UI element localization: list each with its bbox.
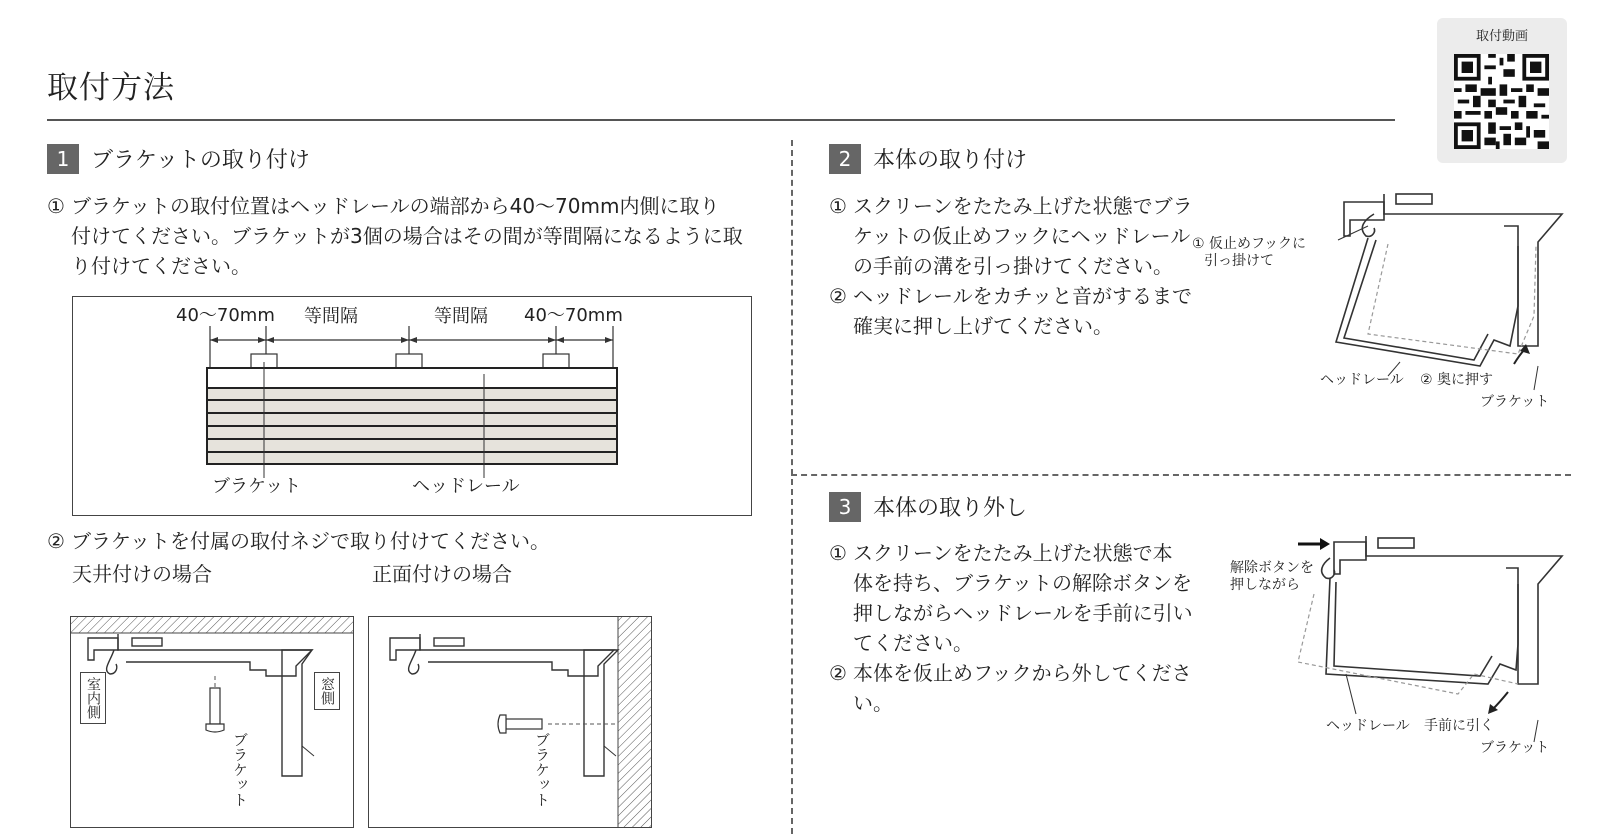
step-line: い。 — [853, 691, 893, 715]
step-line: 確実に押し上げてください。 — [853, 314, 1113, 338]
front-caption: 正面付けの場合 — [372, 562, 512, 586]
front-mount-diagram — [368, 616, 652, 828]
title-divider — [47, 119, 1395, 121]
section2-heading: 本体の取り付け — [873, 148, 1028, 173]
step-line: 付けてください。ブラケットが3個の場合はその間が等間隔になるように取 — [71, 224, 743, 248]
qr-code-icon[interactable] — [1454, 54, 1549, 149]
label-bracket-ceiling: ブラケット — [231, 732, 249, 807]
label-bracket-front: ブラケット — [533, 732, 551, 807]
dim-label-left: 40〜70mm — [176, 305, 275, 326]
section3-steps — [829, 538, 1219, 718]
section1-step2 — [47, 526, 550, 556]
label-bracket: ブラケット — [212, 476, 302, 497]
section3-number: 3 — [829, 492, 861, 522]
step-line: てください。 — [853, 631, 973, 655]
step-line: 体を持ち、ブラケットの解除ボタンを — [853, 571, 1192, 595]
label-indoor-side: 室内側 — [80, 672, 106, 724]
step-line: ヘッドレールをカチッと音がするまで — [853, 284, 1192, 308]
callout-hook-line1: ① 仮止めフックに — [1192, 236, 1307, 252]
section1-heading: ブラケットの取り付け — [91, 148, 310, 173]
step-line: スクリーンをたたみ上げた状態でブラ — [853, 194, 1193, 218]
removal-diagram — [1218, 534, 1598, 774]
step-marker: ② — [47, 529, 65, 553]
dim-label-right: 40〜70mm — [524, 305, 623, 326]
attach-diagram — [1192, 186, 1598, 426]
column-divider — [791, 140, 793, 834]
section3-heading: 本体の取り外し — [873, 496, 1028, 521]
ceiling-mount-diagram — [70, 616, 354, 828]
section1-step1 — [47, 191, 767, 281]
front-mount-figure — [368, 616, 652, 828]
step-line: ブラケットの取付位置はヘッドレールの端部から40〜70mm内側に取り — [71, 194, 720, 218]
step-line: の手前の溝を引っ掛けてください。 — [853, 254, 1173, 278]
callout-hook-line2: 引っ掛けて — [1204, 253, 1274, 269]
step-line: スクリーンをたたみ上げた状態で本 — [853, 541, 1173, 565]
section3-header — [829, 491, 1027, 522]
section1-header — [47, 143, 310, 174]
dim-label-mid2: 等間隔 — [434, 306, 488, 327]
section2-header — [829, 143, 1027, 174]
step-line: ブラケットを付属の取付ネジで取り付けてください。 — [71, 529, 550, 553]
section1-number: 1 — [47, 144, 79, 174]
callout-release-line2: 押しながら — [1230, 577, 1300, 593]
label-push: ② 奥に押す — [1420, 372, 1494, 388]
label-window-side: 窓側 — [314, 672, 340, 710]
callout-release-line1: 解除ボタンを — [1230, 560, 1314, 576]
label-headrail-2: ヘッドレール — [1320, 372, 1404, 388]
step-marker: ① — [829, 194, 847, 218]
section2-steps — [829, 191, 1219, 341]
step-marker: ② — [829, 661, 847, 685]
bracket-position-diagram — [72, 296, 752, 516]
section2-number: 2 — [829, 144, 861, 174]
step-line: ケットの仮止めフックにヘッドレール — [853, 224, 1191, 248]
step-marker: ① — [47, 194, 65, 218]
step-line: り付けてください。 — [71, 254, 251, 278]
ceiling-caption: 天井付けの場合 — [72, 562, 212, 586]
label-bracket-2: ブラケット — [1480, 394, 1550, 410]
label-bracket-3: ブラケット — [1480, 740, 1550, 756]
step-line: 本体を仮止めフックから外してくださ — [853, 661, 1192, 685]
label-headrail: ヘッドレール — [412, 476, 520, 497]
step-line: 押しながらヘッドレールを手前に引い — [853, 601, 1193, 625]
qr-label: 取付動画 — [1475, 29, 1528, 44]
step-marker: ② — [829, 284, 847, 308]
page-title: 取付方法 — [47, 70, 175, 106]
dim-label-mid1: 等間隔 — [304, 306, 358, 327]
label-pull: 手前に引く — [1424, 718, 1494, 734]
ceiling-mount-figure — [70, 616, 354, 828]
row-divider — [791, 474, 1571, 476]
label-headrail-3: ヘッドレール — [1326, 718, 1410, 734]
attach-figure — [1218, 186, 1598, 426]
step-marker: ① — [829, 541, 847, 565]
